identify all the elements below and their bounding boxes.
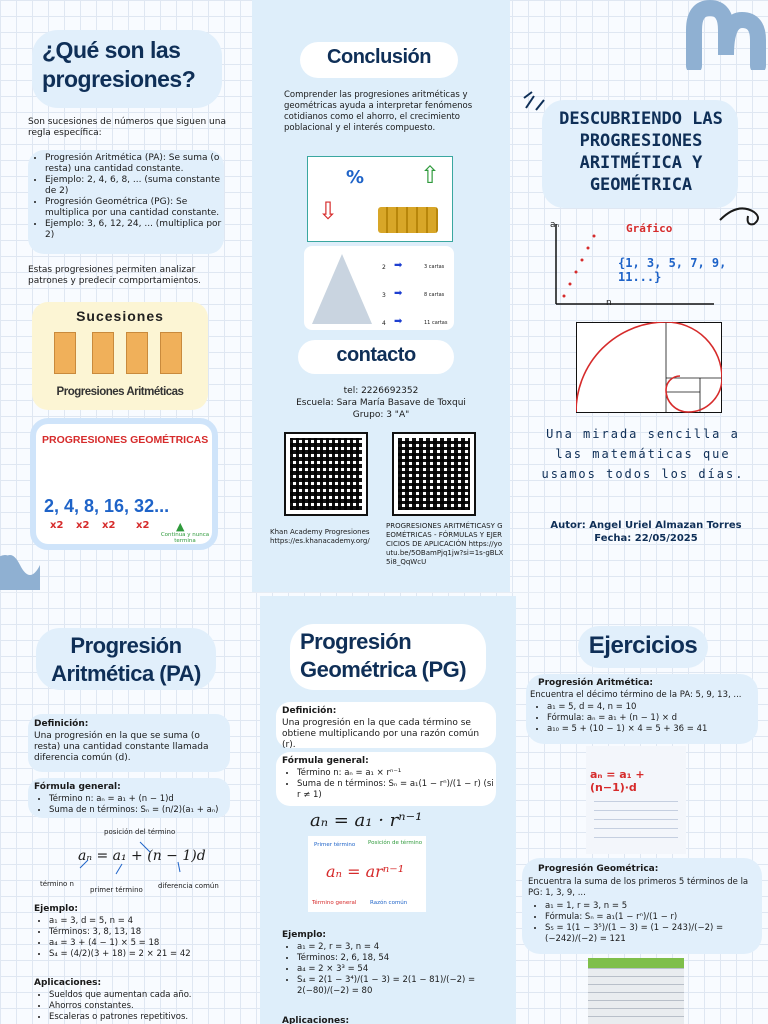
wave-decoration-left (0, 520, 60, 590)
p4-app: • Sueldos que aumentan cada año. (49, 990, 230, 1001)
p2-conclusion-text: Comprender las progresiones aritméticas y geométricas ayuda a interpretar fenómenos cotidianos como el ahorro, el crecimiento poblacional y el interés compuesto. (284, 90, 473, 133)
money-growth-image (307, 156, 453, 242)
p6-pa-step: • Fórmula: aₙ = a₁ + (n − 1) × d (547, 713, 756, 724)
p4-formula-list (34, 794, 230, 816)
dominoes-title: Sucesiones (76, 308, 164, 324)
domino-2 (92, 332, 114, 374)
p1-bullet: • Progresión Aritmética (PA): Se suma (o resta) una cantidad constante. (45, 153, 222, 175)
pg-label-general: Término general (312, 900, 357, 906)
p6-title: Ejercicios (588, 632, 698, 659)
p4-app: • Escaleras o patrones repetitivos. (49, 1012, 230, 1023)
qr-label-khan[interactable]: Khan Academy Progresiones https://es.khanacademy.org/ (270, 528, 370, 545)
p4-app-heading: Aplicaciones: (34, 978, 102, 988)
p4-formula-heading: Fórmula general: (34, 782, 121, 792)
p2-contact-title: contacto (336, 344, 416, 366)
p4-example: • S₄ = (4/2)(3 + 18) = 2 × 21 = 42 (49, 949, 230, 960)
p5-formula: • Suma de n términos: Sₙ = a₁(1 − rⁿ)/(1 − r) (si r ≠ 1) (297, 779, 494, 801)
geometric-image-title: PROGRESIONES GEOMÉTRICAS (42, 434, 209, 446)
p5-example: • Términos: 2, 6, 18, 54 (297, 953, 494, 964)
geometric-multiplier: x2 (76, 520, 90, 531)
graph-point (581, 259, 584, 262)
cards-row-number: 2 (382, 264, 386, 271)
pa-diagram-top-label: posición del término (104, 828, 176, 836)
p3-date: Fecha: 22/05/2025 (594, 533, 698, 544)
p3-author: Autor: Angel Uriel Almazan Torres (550, 520, 742, 531)
p2-title: Conclusión (327, 46, 431, 68)
p6-pa-step: • a₁₀ = 5 + (10 − 1) × 4 = 5 + 36 = 41 (547, 724, 756, 735)
p5-example: • S₄ = 2(1 − 3⁴)/(1 − 3) = 2(1 − 81)/(−2) = 2(−80)/(−2) = 80 (297, 975, 494, 997)
pg-label-first: Primer término (314, 842, 356, 848)
cards-row-label: 3 cartas (424, 264, 445, 270)
geometric-note: Continua y nunca termina (160, 532, 210, 544)
cards-row-number: 3 (382, 292, 386, 299)
p5-formula-list (282, 768, 494, 801)
pa-image-formula: aₙ = a₁ + (n−1)·d (590, 768, 645, 794)
p5-def-heading: Definición: (282, 706, 337, 716)
page-separator (0, 592, 768, 593)
card-castle-icon (312, 254, 372, 324)
coins-icon (378, 207, 438, 233)
percent-icon: % (346, 167, 365, 188)
cards-row-number: 4 (382, 320, 386, 327)
contact-school: Escuela: Sara María Basave de Toxqui (296, 398, 466, 408)
p3-subtitle: Una mirada sencilla a las matemáticas que usamos todos los días. (541, 427, 745, 481)
graph-axis-y: aₙ (550, 220, 560, 230)
p6-pg-step: • S₅ = 1(1 − 3⁵)/(1 − 3) = (1 − 243)/(−2) = (−242)/(−2) = 121 (545, 923, 760, 945)
p6-pg-list (530, 901, 760, 945)
swirl-arrow-decoration (718, 200, 768, 230)
p6-pa-heading: Progresión Aritmética: (538, 678, 654, 688)
qr-code-khan[interactable] (286, 434, 366, 514)
p4-formula: • Suma de n términos: Sₙ = (n/2)(a₁ + aₙ) (49, 805, 230, 816)
p6-pg-heading: Progresión Geométrica: (538, 864, 659, 874)
contact-phone: tel: 2226692352 (343, 386, 419, 396)
p1-bullet: • Ejemplo: 3, 6, 12, 24, ... (multiplica por 2) (45, 219, 222, 241)
geometric-image-sequence: 2, 4, 8, 16, 32... (44, 496, 170, 516)
p3-title: DESCUBRIENDO LAS PROGRESIONES ARITMÉTICA Y GEOMÉTRICA (559, 109, 723, 195)
p5-app-heading: Aplicaciones: (282, 1016, 350, 1024)
cards-row-label: 8 cartas (424, 292, 445, 298)
pg-label-position: Posición de término (368, 840, 423, 846)
pg-formula-image (308, 836, 426, 912)
p4-example: • a₁ = 3, d = 5, n = 4 (49, 916, 230, 927)
dominoes-image (32, 302, 208, 410)
geometric-multiplier: x2 (136, 520, 150, 531)
graph-axis-x: n (606, 298, 612, 308)
pa-formula-image (586, 746, 686, 854)
p5-title: Progresión Geométrica (PG) (300, 629, 467, 682)
p5-big-formula: aₙ = a₁ · rⁿ⁻¹ (310, 810, 423, 831)
pa-diagram-label-first: primer término (90, 886, 143, 894)
pg-diagram-formula: aₙ = arⁿ⁻¹ (326, 862, 405, 881)
right-arrow-icon: ➡ (394, 260, 403, 271)
p1-bullet: • Progresión Geométrica (PG): Se multiplica por una cantidad constante. (45, 197, 222, 219)
pg-exercise-header (588, 958, 684, 968)
p1-bullet-list (30, 153, 222, 241)
p4-app: • Ahorros constantes. (49, 1001, 230, 1012)
geometric-multiplier: x2 (50, 520, 64, 531)
domino-1 (54, 332, 76, 374)
p5-example-heading: Ejemplo: (282, 930, 327, 940)
graph-point (563, 295, 566, 298)
p5-def: Una progresión en la que cada término se obtiene multiplicando por una razón común (r). (282, 718, 480, 750)
wave-decoration-top-right (680, 0, 768, 70)
pa-diagram-arrows (30, 838, 230, 878)
p5-formula: • Término n: aₙ = a₁ × rⁿ⁻¹ (297, 768, 494, 779)
p4-def-heading: Definición: (34, 719, 89, 729)
pa-diagram-label-term: término n (40, 880, 74, 888)
p1-intro: Son sucesiones de números que siguen una regla específica: (28, 117, 226, 138)
p6-pa-step: • a₁ = 5, d = 4, n = 10 (547, 702, 756, 713)
p4-title: Progresión Aritmética (PA) (51, 633, 201, 686)
fibonacci-spiral (576, 322, 722, 414)
domino-3 (126, 332, 148, 374)
p6-pa-list (532, 702, 756, 735)
right-arrow-icon: ➡ (394, 316, 403, 327)
up-arrow-icon: ▲ (176, 520, 185, 533)
graph-sequence: {1, 3, 5, 7, 9, 11...} (618, 256, 727, 284)
p1-bullet: • Ejemplo: 2, 4, 6, 8, ... (suma constante de 2) (45, 175, 222, 197)
domino-4 (160, 332, 182, 374)
p5-formula-heading: Fórmula general: (282, 756, 369, 766)
p6-pa-question: Encuentra el décimo término de la PA: 5, 9, 13, ... (530, 690, 742, 700)
p5-example: • a₁ = 2, r = 3, n = 4 (297, 942, 494, 953)
pa-diagram-formula: aₙ = a₁ + (n − 1)d (78, 848, 206, 864)
p4-app-list (34, 990, 230, 1023)
pa-diagram-label-diff: diferencia común (158, 882, 219, 890)
p1-outro: Estas progresiones permiten analizar patrones y predecir comportamientos. (28, 265, 202, 286)
p1-title: ¿Qué son las progresiones? (42, 37, 196, 92)
pg-exercise-image (588, 958, 684, 1024)
p4-example-list (34, 916, 230, 960)
graph-point (587, 247, 590, 250)
p5-example-list (282, 942, 494, 997)
pa-image-scribbles (594, 796, 678, 846)
p6-pg-step: • Fórmula: Sₙ = a₁(1 − rⁿ)/(1 − r) (545, 912, 760, 923)
p4-example: • Términos: 3, 8, 13, 18 (49, 927, 230, 938)
p4-def: Una progresión en la que se suma (o resta) una cantidad constante llamada diferencia común (d). (34, 731, 209, 763)
down-arrow-icon: ⇩ (318, 197, 339, 225)
dominoes-subtitle: Progresiones Aritméticas (56, 386, 184, 398)
up-arrow-icon: ⇧ (420, 161, 441, 189)
graph-point (593, 235, 596, 238)
p6-pg-question: Encuentra la suma de los primeros 5 términos de la PG: 1, 3, 9, ... (528, 877, 749, 898)
p4-example-heading: Ejemplo: (34, 904, 79, 914)
graph-point (575, 271, 578, 274)
qr-code-youtube[interactable] (394, 434, 474, 514)
graph-point (569, 283, 572, 286)
card-castle-image (304, 246, 454, 330)
graph-title: Gráfico (626, 222, 673, 235)
p4-formula: • Término n: aₙ = a₁ + (n − 1)d (49, 794, 230, 805)
geometric-multiplier: x2 (102, 520, 116, 531)
cards-row-label: 11 cartas (424, 320, 448, 326)
contact-group: Grupo: 3 "A" (352, 410, 410, 420)
right-arrow-icon: ➡ (394, 288, 403, 299)
qr-label-youtube[interactable]: PROGRESIONES ARITMÉTICASY GEOMÉTRICAS - FÓRMULAS Y EJERCICIOS DE APLICACIÓN https://youtu.be/5OBamPjq1jw?si=1s-gBLX5i8_QqWcU (386, 522, 504, 566)
p5-example: • a₄ = 2 × 3³ = 54 (297, 964, 494, 975)
p4-example: • a₄ = 3 + (4 − 1) × 5 = 18 (49, 938, 230, 949)
p6-pg-step: • a₁ = 1, r = 3, n = 5 (545, 901, 760, 912)
pg-label-ratio: Razón común (370, 900, 408, 906)
